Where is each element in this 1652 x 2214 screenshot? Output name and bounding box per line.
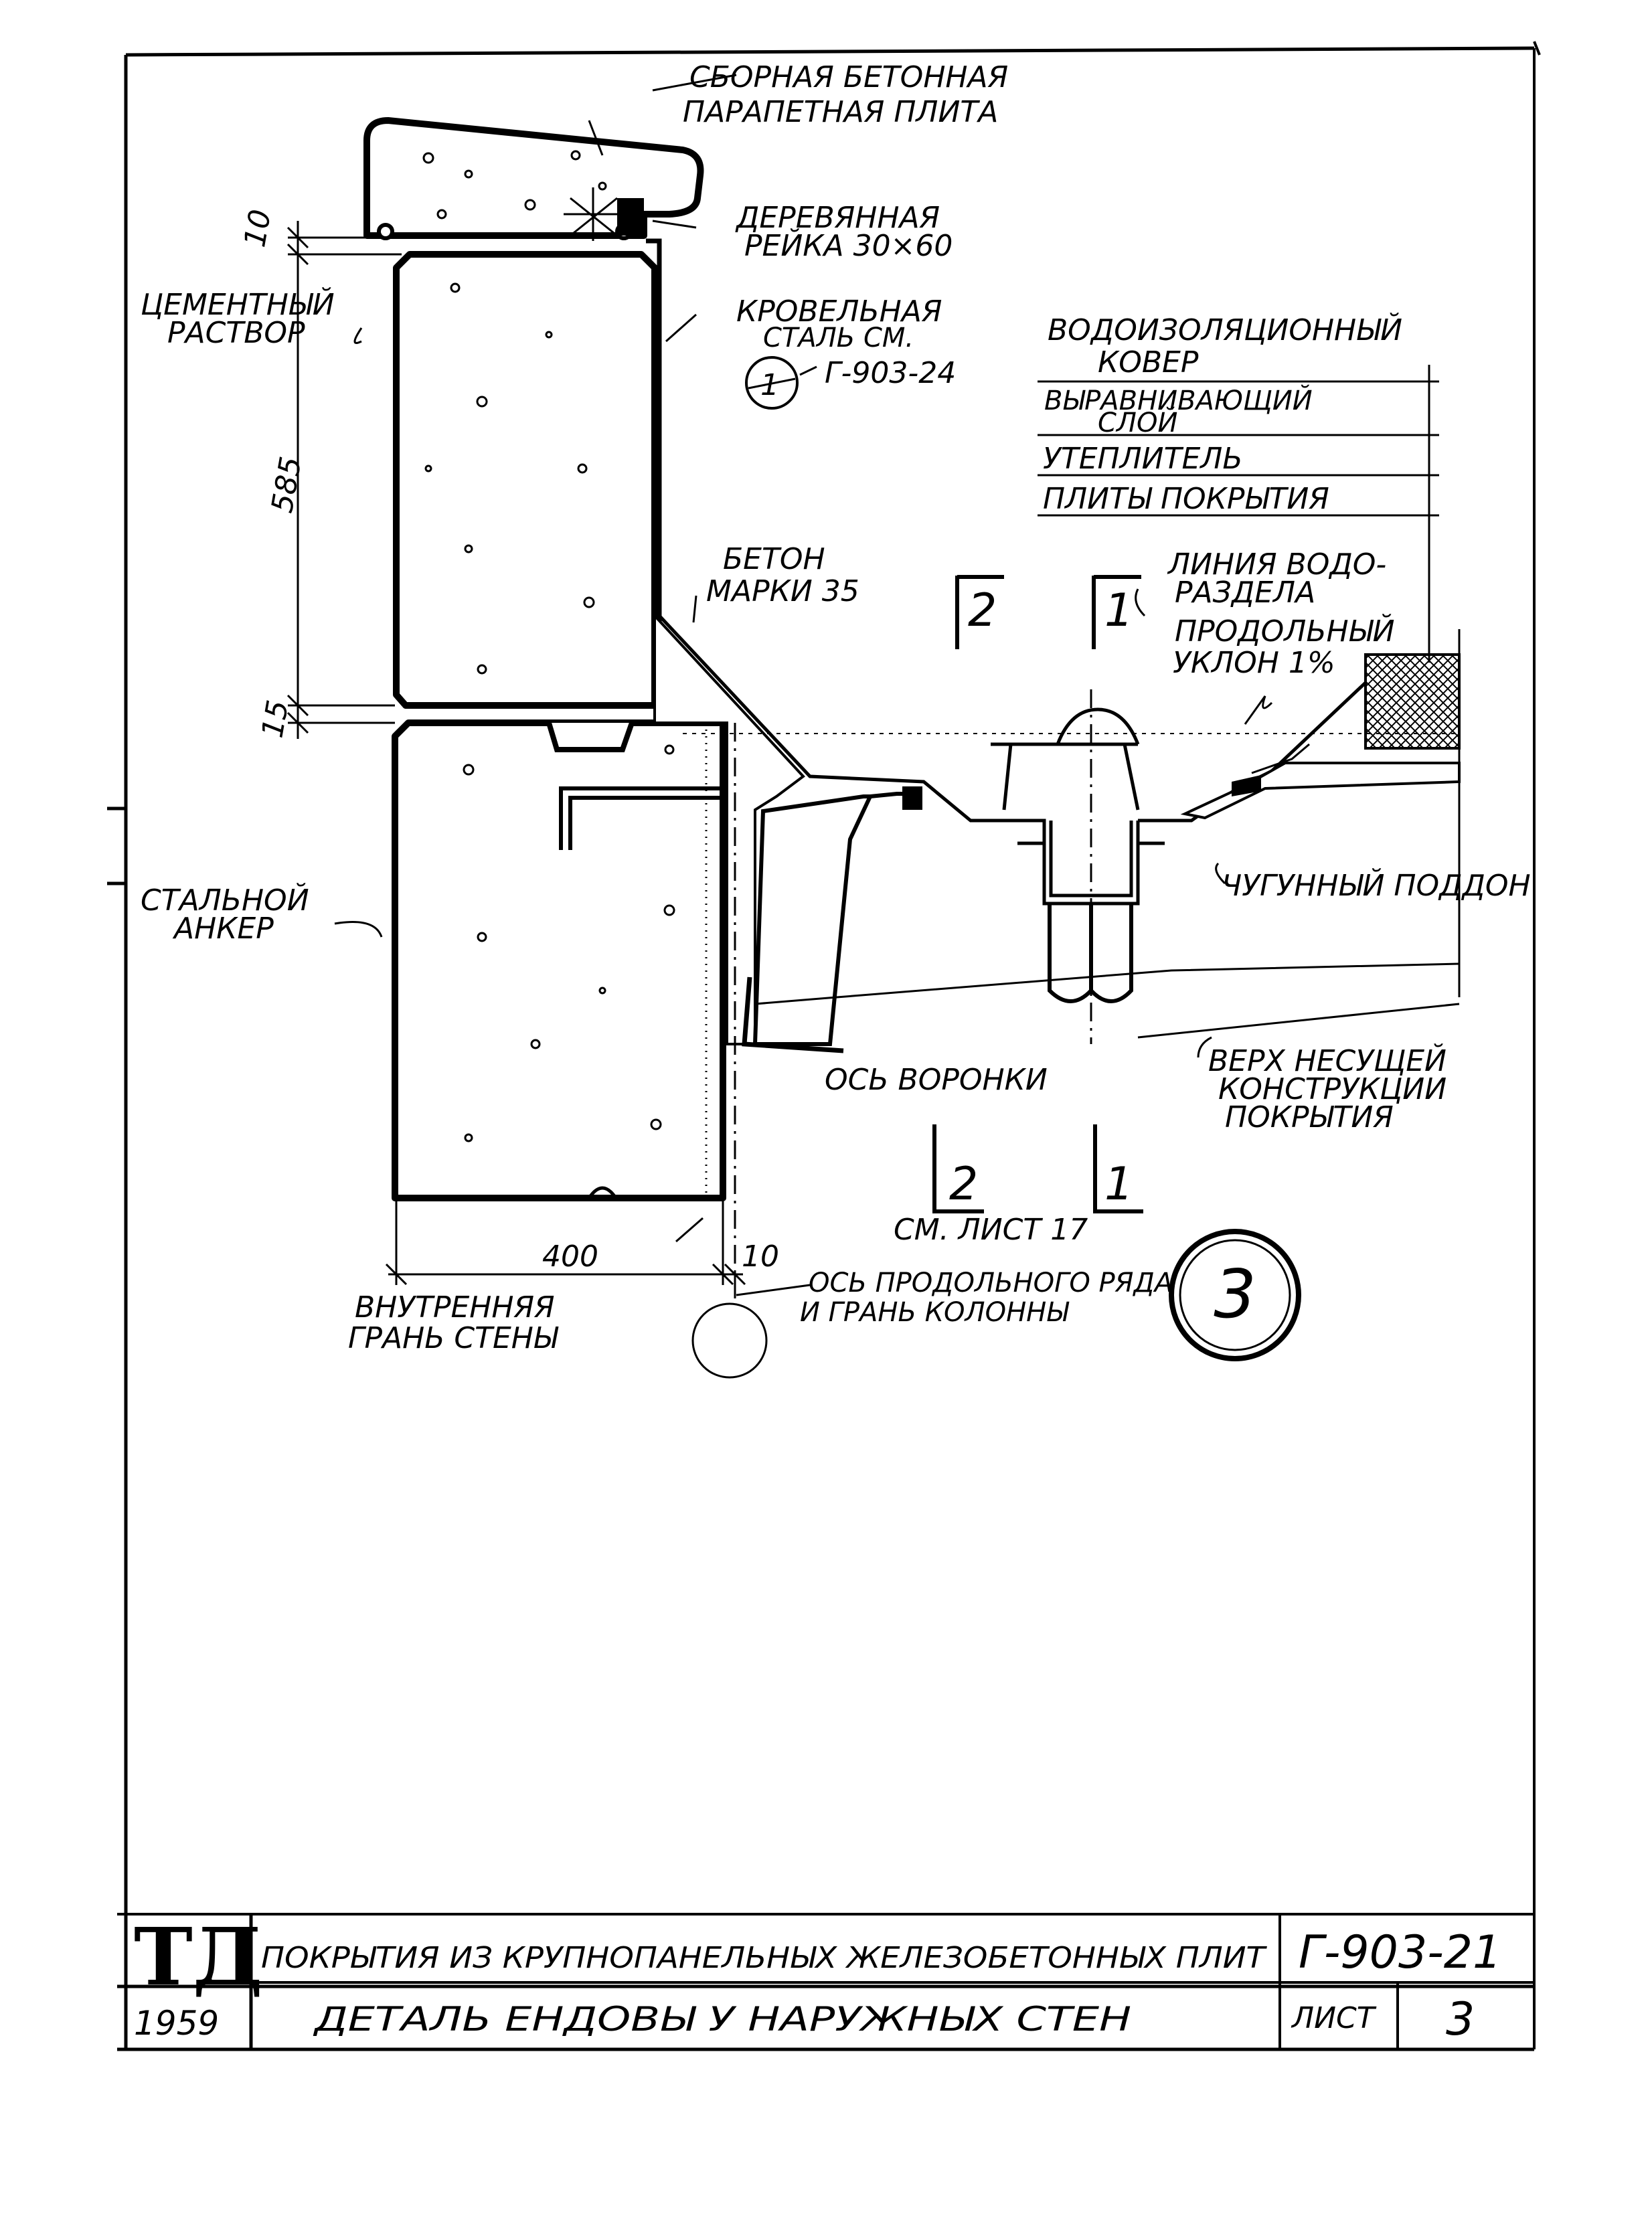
gutter bbox=[744, 786, 922, 1051]
layer-insulation: УТЕПЛИТЕЛЬ bbox=[1043, 442, 1243, 476]
label-concrete-line2: МАРКИ 35 bbox=[706, 574, 859, 608]
steel-reference-marker bbox=[746, 357, 817, 408]
title-sheet-label: ЛИСТ bbox=[1292, 2001, 1375, 2035]
label-wood-line2: РЕЙКА 30×60 bbox=[744, 229, 953, 263]
label-top-structure-line1: ВЕРХ НЕСУЩЕЙ bbox=[1208, 1044, 1447, 1078]
label-wood-line1: ДЕРЕВЯННАЯ bbox=[736, 201, 940, 235]
label-anchor-line1: СТАЛЬНОЙ bbox=[141, 883, 309, 918]
layer-leveling-line2: СЛОЙ bbox=[1098, 408, 1178, 438]
label-inner-wall-line2: ГРАНЬ СТЕНЫ bbox=[348, 1321, 558, 1355]
label-slope-line1: ПРОДОЛЬНЫЙ bbox=[1175, 614, 1395, 649]
label-concrete-line1: БЕТОН bbox=[723, 542, 825, 576]
section-numbers bbox=[949, 584, 1133, 1211]
label-parapet-line1: СБОРНАЯ БЕТОННАЯ bbox=[689, 60, 1009, 94]
title-code: Г-903-21 bbox=[1299, 1926, 1502, 1979]
castiron-funnel bbox=[971, 709, 1165, 904]
detail-number-text: 3 bbox=[1214, 1255, 1256, 1333]
label-top-structure-line2: КОНСТРУКЦИИ bbox=[1218, 1072, 1447, 1106]
layer-waterproof-line1: ВОДОИЗОЛЯЦИОННЫЙ bbox=[1048, 313, 1403, 347]
label-see-sheet: СМ. ЛИСТ 17 bbox=[894, 1213, 1088, 1247]
section-mark-top-right: 1 bbox=[1104, 584, 1134, 637]
label-axis-line2: И ГРАНЬ КОЛОННЫ bbox=[800, 1297, 1068, 1328]
parapet-slab bbox=[367, 120, 700, 238]
label-steel-line1: КРОВЕЛЬНАЯ bbox=[736, 294, 942, 329]
title-block bbox=[117, 1910, 1534, 2049]
section-cut-marks bbox=[934, 576, 1143, 1211]
title-year: 1959 bbox=[134, 2004, 220, 2043]
dim-585: 585 bbox=[264, 454, 309, 516]
section-mark-bottom-left: 2 bbox=[949, 1158, 979, 1211]
dim-15: 15 bbox=[255, 697, 296, 741]
label-axis-line1: ОСЬ ПРОДОЛЬНОГО РЯДА bbox=[809, 1268, 1173, 1298]
upper-wall-block bbox=[396, 241, 659, 705]
title-sheet-number: 3 bbox=[1446, 1993, 1475, 2046]
label-slope-line2: УКЛОН 1% bbox=[1173, 646, 1335, 680]
label-watershed-line1: ЛИНИЯ ВОДО- bbox=[1168, 547, 1387, 582]
top-structure-line bbox=[755, 629, 1459, 1037]
label-top-structure-line3: ПОКРЫТИЯ bbox=[1225, 1100, 1394, 1134]
dim-10-bottom: 10 bbox=[742, 1240, 779, 1274]
section-mark-bottom-right: 1 bbox=[1104, 1158, 1134, 1211]
label-watershed-line2: РАЗДЕЛА bbox=[1175, 576, 1316, 610]
section-mark-top-left: 2 bbox=[968, 584, 997, 637]
title-org: ТД bbox=[134, 1910, 263, 2003]
steel-reference-number: 1 bbox=[760, 368, 779, 402]
column-axis-bubble bbox=[693, 1304, 766, 1377]
layer-leveling-line1: ВЫРАВНИВАЮЩИЙ bbox=[1044, 386, 1313, 416]
label-castiron: ЧУГУННЫЙ ПОДДОН bbox=[1222, 869, 1531, 903]
label-steel-ref-code: Г-903-24 bbox=[825, 356, 957, 390]
label-parapet-line2: ПАРАПЕТНАЯ ПЛИТА bbox=[683, 95, 999, 129]
dim-10-top: 10 bbox=[238, 207, 278, 250]
layer-waterproof-line2: КОВЕР bbox=[1098, 345, 1199, 379]
roof-buildup bbox=[683, 655, 1459, 818]
detail-number-marker bbox=[1171, 1231, 1299, 1359]
title-series: ПОКРЫТИЯ ИЗ КРУПНОПАНЕЛЬНЫХ ЖЕЛЕЗОБЕТОННЫХ ПЛИТ bbox=[261, 1941, 1268, 1975]
layer-slabs: ПЛИТЫ ПОКРЫТИЯ bbox=[1043, 482, 1329, 516]
title-main: ДЕТАЛЬ ЕНДОВЫ У НАРУЖНЫХ СТЕН bbox=[313, 2000, 1132, 2039]
label-steel-line2: СТАЛЬ СМ. bbox=[763, 323, 914, 353]
downpipe bbox=[1050, 904, 1131, 1001]
label-cement-line1: ЦЕМЕНТНЫЙ bbox=[141, 288, 335, 322]
dim-400: 400 bbox=[542, 1240, 598, 1274]
label-anchor-line2: АНКЕР bbox=[174, 912, 274, 946]
label-inner-wall-line1: ВНУТРЕННЯЯ bbox=[355, 1290, 555, 1325]
label-cement-line2: РАСТВОР bbox=[167, 316, 305, 350]
label-funnel-axis: ОСЬ ВОРОНКИ bbox=[825, 1063, 1048, 1097]
